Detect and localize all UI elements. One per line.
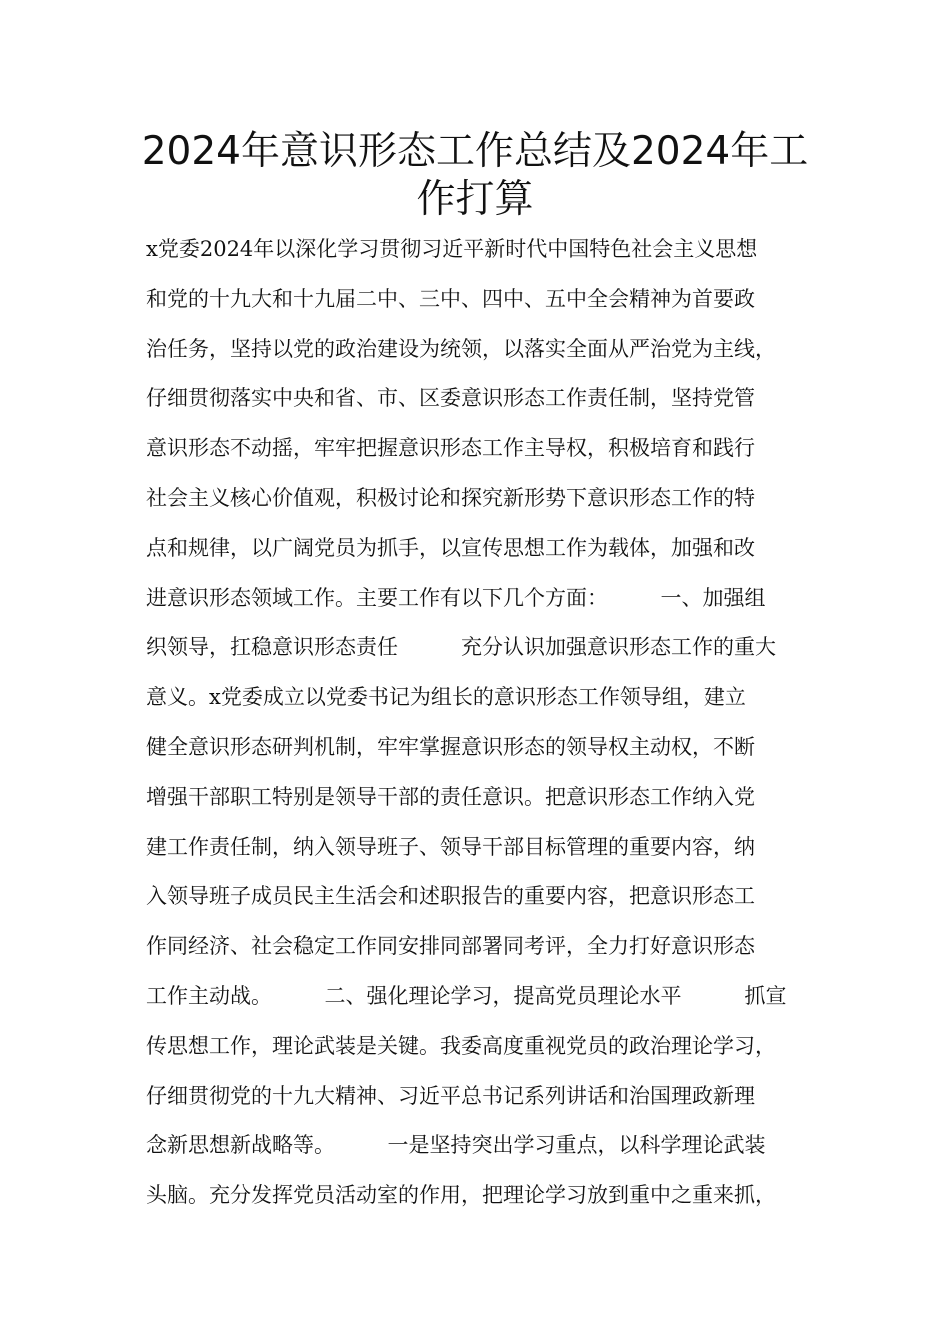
body-line: 和党的十九大和十九届二中、三中、四中、五中全会精神为首要政	[146, 286, 755, 311]
document-title	[120, 128, 830, 224]
body-line: 作同经济、社会稳定工作同安排同部署同考评，全力打好意识形态	[146, 934, 755, 959]
body-line: 意识形态不动摇，牢牢把握意识形态工作主导权，积极培育和践行	[146, 436, 755, 461]
body-line: 头脑。充分发挥党员活动室的作用，把理论学习放到重中之重来抓，	[146, 1183, 776, 1208]
body-line: 念新思想新战略等。 一是坚持突出学习重点，以科学理论武装	[146, 1133, 766, 1158]
body-line: 进意识形态领域工作。主要工作有以下几个方面： 一、加强组	[146, 585, 766, 610]
body-line: 入领导班子成员民主生活会和述职报告的重要内容，把意识形态工	[146, 884, 755, 909]
body-line: 仔细贯彻落实中央和省、市、区委意识形态工作责任制，坚持党管	[146, 386, 755, 411]
body-line: 增强干部职工特别是领导干部的责任意识。把意识形态工作纳入党	[146, 784, 755, 809]
body-line: 健全意识形态研判机制，牢牢掌握意识形态的领导权主动权，不断	[146, 734, 755, 759]
body-line: 社会主义核心价值观，积极讨论和探究新形势下意识形态工作的特	[146, 485, 755, 510]
body-line: 仔细贯彻党的十九大精神、习近平总书记系列讲话和治国理政新理	[146, 1083, 755, 1108]
title-line-1: 2024年意识形态工作总结及2024年工	[141, 129, 809, 174]
title-line-2: 作打算	[416, 177, 534, 222]
body-line: 治任务，坚持以党的政治建设为统领，以落实全面从严治党为主线，	[146, 336, 776, 361]
body-line: 织领导，扛稳意识形态责任 充分认识加强意识形态工作的重大	[146, 635, 776, 660]
body-line: 工作主动战。 二、强化理论学习，提高党员理论水平 抓宣	[146, 983, 787, 1008]
body-line: 建工作责任制，纳入领导班子、领导干部目标管理的重要内容，纳	[146, 834, 755, 859]
body-line: 传思想工作，理论武装是关键。我委高度重视党员的政治理论学习，	[146, 1033, 776, 1058]
document-body	[146, 234, 826, 1230]
body-line: x党委2024年以深化学习贯彻习近平新时代中国特色社会主义思想	[146, 237, 758, 261]
body-line: 点和规律，以广阔党员为抓手，以宣传思想工作为载体，加强和改	[146, 535, 755, 560]
body-line: 意义。x党委成立以党委书记为组长的意识形态工作领导组，建立	[146, 685, 746, 710]
